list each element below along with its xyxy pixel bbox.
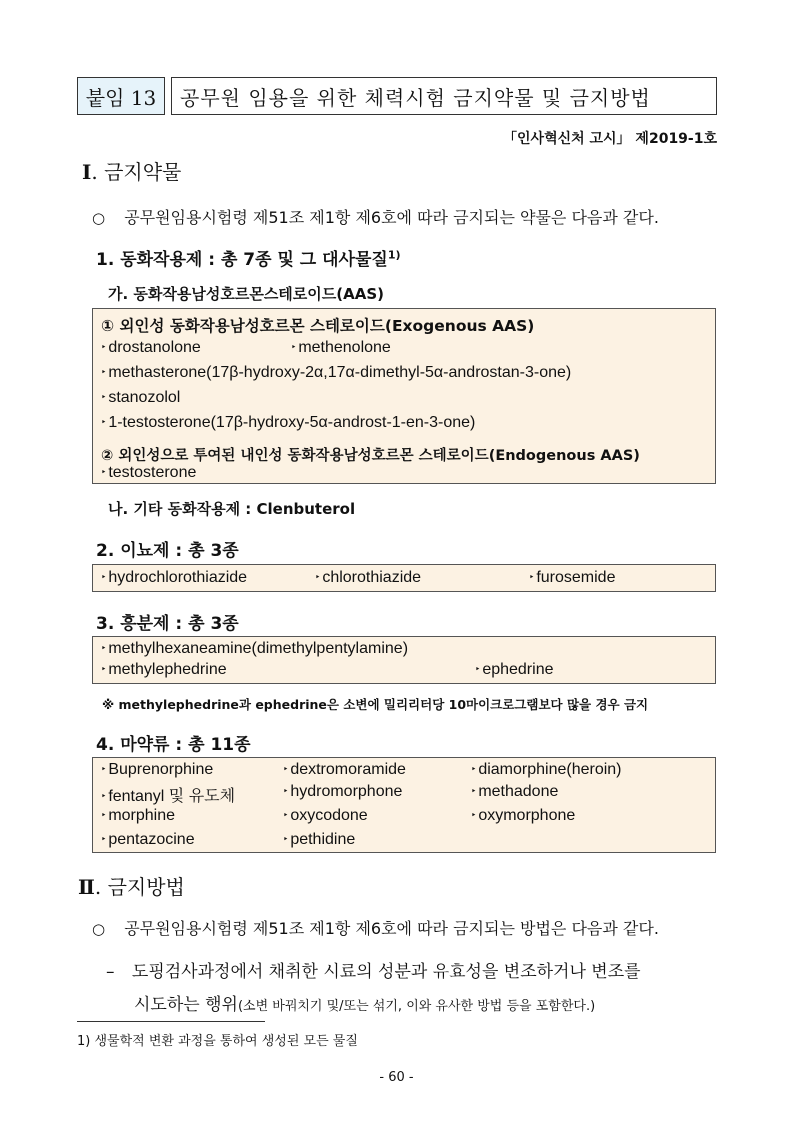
- footnote-divider: [77, 1021, 265, 1022]
- drug-item: ‣ morphine: [101, 807, 176, 824]
- section2-line2-main: 시도하는 행위: [134, 995, 238, 1015]
- triangle-bullet-icon: ‣: [101, 643, 107, 653]
- drug-item: ‣ fentanyl 및 유도체: [101, 788, 236, 805]
- stimulants-box: [92, 636, 716, 684]
- circle-bullet-icon: ○: [92, 209, 106, 227]
- drug-item: ‣ ephedrine: [475, 661, 554, 678]
- item1-sub-a: 가. 동화작용남성호르몬스테로이드(AAS): [108, 285, 385, 303]
- dash-bullet-icon: –: [106, 962, 115, 982]
- triangle-bullet-icon: ‣: [471, 810, 477, 820]
- section2-title: . 금지방법: [94, 875, 185, 899]
- item3-heading: 3. 흥분제 : 총 3종: [96, 614, 239, 634]
- drug-item: ‣ chlorothiazide: [315, 569, 422, 586]
- triangle-bullet-icon: ‣: [315, 572, 321, 582]
- section2-intro: 공무원임용시험령 제51조 제1항 제6호에 따라 금지되는 방법은 다음과 같다.: [124, 919, 659, 938]
- section1-numeral: Ⅰ: [82, 160, 92, 184]
- aas-box: [92, 308, 716, 484]
- triangle-bullet-icon: ‣: [101, 791, 107, 801]
- notice-reference: 「인사혁신처 고시」 제2019-1호: [503, 131, 717, 147]
- triangle-bullet-icon: ‣: [101, 834, 107, 844]
- section1-intro: 공무원임용시험령 제51조 제1항 제6호에 따라 금지되는 약물은 다음과 같다.: [124, 208, 659, 227]
- narcotics-box: [92, 757, 716, 853]
- drug-item: ‣ diamorphine(heroin): [471, 761, 622, 778]
- triangle-bullet-icon: ‣: [101, 664, 107, 674]
- section2-line2-small: (소변 바꿔치기 및/또는 섞기, 이와 유사한 방법 등을 포함한다.): [237, 999, 596, 1014]
- item1-heading: [96, 245, 401, 270]
- stimulants-note: ※ methylephedrine과 ephedrine은 소변에 밀리리터당 10마이크로그램보다 많을 경우 금지: [102, 697, 649, 712]
- triangle-bullet-icon: ‣: [283, 764, 289, 774]
- aas-endogenous-title: ② 외인성으로 투여된 내인성 동화작용남성호르몬 스테로이드(Endogenous AAS): [101, 448, 640, 464]
- drug-item: ‣ drostanolone: [101, 339, 201, 356]
- drug-item: ‣ pentazocine: [101, 831, 195, 848]
- triangle-bullet-icon: ‣: [529, 572, 535, 582]
- item4-heading: 4. 마약류 : 총 11종: [96, 735, 251, 755]
- triangle-bullet-icon: ‣: [471, 764, 477, 774]
- section2-dash-line: [106, 957, 641, 982]
- section2-numeral: Ⅱ: [78, 875, 95, 899]
- section1-title: . 금지약물: [91, 160, 182, 184]
- triangle-bullet-icon: ‣: [101, 392, 107, 402]
- drug-item: ‣ Buprenorphine: [101, 761, 214, 778]
- drug-item: ‣ testosterone: [101, 464, 197, 481]
- drug-item: ‣ methylhexaneamine(dimethylpentylamine): [101, 640, 409, 657]
- drug-item: ‣ 1-testosterone(17β-hydroxy-5α-androst-1-en-3-one): [101, 414, 476, 431]
- drug-item: ‣ oxymorphone: [471, 807, 576, 824]
- section2-line1: 도핑검사과정에서 채취한 시료의 성분과 유효성을 변조하거나 변조를: [131, 962, 641, 982]
- drug-item: ‣ methylephedrine: [101, 661, 227, 678]
- section1-heading: [82, 156, 181, 185]
- triangle-bullet-icon: ‣: [101, 467, 107, 477]
- triangle-bullet-icon: ‣: [283, 834, 289, 844]
- drug-item: ‣ dextromoramide: [283, 761, 406, 778]
- attachment-label: 붙임 13: [85, 85, 157, 110]
- triangle-bullet-icon: ‣: [101, 417, 107, 427]
- footnote-mark: 1): [387, 248, 401, 262]
- triangle-bullet-icon: ‣: [291, 342, 297, 352]
- section2-line2: [134, 990, 595, 1015]
- section1-intro-line: [92, 205, 659, 228]
- triangle-bullet-icon: ‣: [101, 572, 107, 582]
- attachment-label-box: [77, 77, 165, 115]
- drug-item: ‣ methenolone: [291, 339, 391, 356]
- section2-intro-line: [92, 916, 659, 939]
- triangle-bullet-icon: ‣: [475, 664, 481, 674]
- item2-heading: 2. 이뇨제 : 총 3종: [96, 541, 239, 561]
- triangle-bullet-icon: ‣: [471, 786, 477, 796]
- drug-item: ‣ furosemide: [529, 569, 616, 586]
- drug-item: ‣ oxycodone: [283, 807, 368, 824]
- section2-heading: [78, 871, 185, 900]
- triangle-bullet-icon: ‣: [283, 786, 289, 796]
- drug-item: ‣ hydromorphone: [283, 783, 403, 800]
- diuretics-box: [92, 564, 716, 592]
- triangle-bullet-icon: ‣: [101, 810, 107, 820]
- triangle-bullet-icon: ‣: [101, 342, 107, 352]
- page-number: - 60 -: [379, 1070, 414, 1085]
- document-title-box: [171, 77, 717, 115]
- document-title: 공무원 임용을 위한 체력시험 금지약물 및 금지방법: [180, 85, 651, 110]
- drug-item: ‣ methasterone(17β-hydroxy-2α,17α-dimethyl-5α-androstan-3-one): [101, 364, 572, 381]
- drug-item: ‣ stanozolol: [101, 389, 181, 406]
- triangle-bullet-icon: ‣: [101, 367, 107, 377]
- item1-heading-text: 1. 동화작용제 : 총 7종 및 그 대사물질: [96, 250, 388, 270]
- drug-item: ‣ hydrochlorothiazide: [101, 569, 248, 586]
- drug-item: ‣ pethidine: [283, 831, 356, 848]
- drug-item: ‣ methadone: [471, 783, 559, 800]
- item1-sub-b: 나. 기타 동화작용제 : Clenbuterol: [108, 500, 356, 518]
- footnote-text: 1) 생물학적 변환 과정을 통하여 생성된 모든 물질: [77, 1034, 358, 1049]
- triangle-bullet-icon: ‣: [101, 764, 107, 774]
- aas-exogenous-title: ① 외인성 동화작용남성호르몬 스테로이드(Exogenous AAS): [101, 317, 535, 335]
- circle-bullet-icon: ○: [92, 920, 106, 938]
- triangle-bullet-icon: ‣: [283, 810, 289, 820]
